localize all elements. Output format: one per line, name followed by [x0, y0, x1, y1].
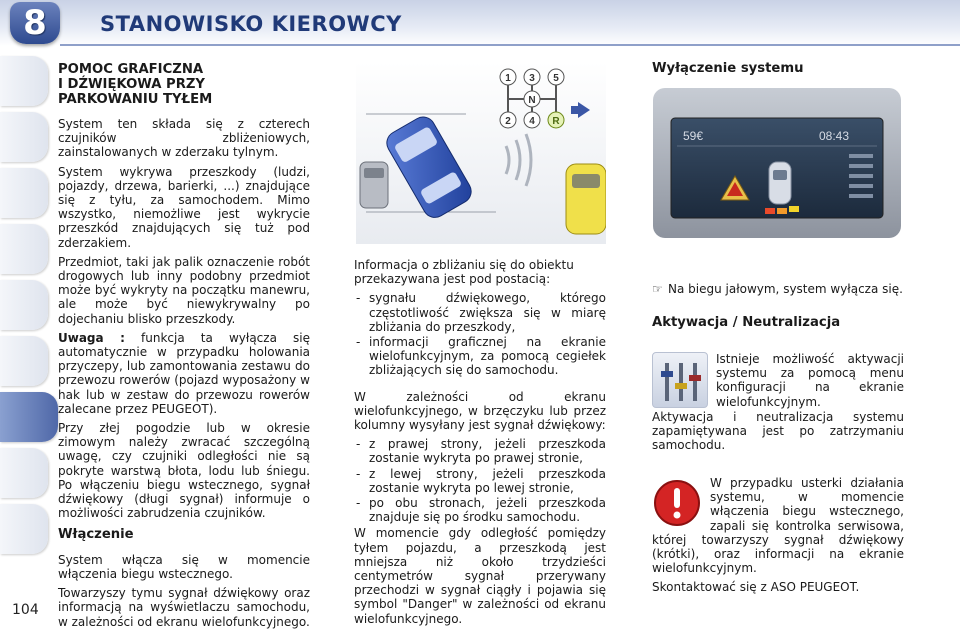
chapter-tab-6[interactable]: [0, 336, 48, 386]
header-divider: [60, 44, 960, 46]
gear-label: 3: [529, 73, 535, 84]
car-topview-icon: [769, 162, 791, 204]
title-line: I DŹWIĘKOWA PRZY: [58, 77, 205, 92]
chapter-tab-4[interactable]: [0, 224, 48, 274]
chapter-tab-10[interactable]: [0, 504, 48, 554]
multifunction-screen-illustration: [653, 88, 901, 238]
paragraph: W zależności od ekranu wielofunkcyjnego, w brzęczyku lub przez kolumny wysyłany jest sygnał dźwiękowy:: [354, 389, 606, 433]
chapter-tab-9[interactable]: [0, 448, 48, 498]
activation-memory-block: [652, 410, 904, 458]
gear-label: R: [552, 116, 560, 127]
column-middle: [354, 258, 606, 631]
paragraph: Przedmiot, taki jak palik oznaczenie robót drogowych lub inny podobny przedmiot może być wykryty na początku manewru, ale może być niewykrywalny po dojechaniu blisko przeszkody.: [58, 254, 310, 326]
paragraph: System ten składa się z czterech czujników zbliżeniowych, zainstalowanych w zderzaku tylnym.: [58, 117, 310, 160]
page-number: 104: [12, 602, 39, 618]
chapter-badge: [10, 2, 60, 44]
obstacle-car-yellow: [566, 164, 606, 234]
title-line: POMOC GRAFICZNA: [58, 62, 204, 77]
list-item: - z lewej strony, jeżeli przeszkoda zostanie wykryta po lewej stronie,: [354, 467, 606, 495]
gear-label: 1: [505, 73, 511, 84]
gear-label: 4: [529, 116, 535, 127]
section-heading-activation-neutralization: Aktywacja / Neutralizacja: [652, 315, 841, 331]
chapter-tab-2[interactable]: [0, 112, 48, 162]
note-label: Uwaga :: [58, 330, 125, 345]
screen-clock: 08:43: [818, 129, 849, 143]
activation-text-block: [716, 352, 904, 414]
paragraph: Informacja o zbliżaniu się do obiektu przekazywana jest pod postacią:: [354, 258, 574, 287]
chapter-tab-1[interactable]: [0, 56, 48, 106]
info-list: [354, 291, 606, 377]
chapter-number: 8: [23, 3, 47, 43]
chapter-tab-3[interactable]: [0, 168, 48, 218]
section-title-parking-aid: [58, 62, 310, 107]
paragraph: Istnieje możliwość aktywacji systemu za pomocą menu konfiguracji na ekranie wielofunkcyjnym.: [716, 352, 904, 409]
gear-label: 2: [505, 116, 511, 127]
page-title: STANOWISKO KIEROWCY: [100, 12, 402, 36]
list-item: - po obu stronach, jeżeli przeszkoda znajduje się po środku samochodu.: [354, 496, 606, 524]
list-item: - z prawej strony, jeżeli przeszkoda zostanie wykryta po prawej stronie,: [354, 437, 606, 465]
parking-illustration: [356, 62, 606, 244]
section-heading-activation: Włączenie: [58, 527, 134, 543]
pointing-hand-icon: ☞: [652, 282, 663, 296]
parked-car-left: [360, 162, 388, 208]
note-text: funkcja ta wyłącza się automatycznie w przypadku holowania przyczepy, lub zamontowania zestawu do przewozu rowerów (pojazd wyposażony w hak lub w zestaw do przewozu rowerów zalecane przez PEUGEOT).: [58, 330, 311, 416]
screen-top-left-text: 59€: [683, 129, 704, 143]
list-item: - informacji graficznej na ekranie wielofunkcyjnym, za pomocą cegiełek zbliżających się do samochodu.: [354, 335, 606, 378]
column-left: [58, 62, 310, 634]
paragraph: System wykrywa przeszkody (ludzi, pojazdy, drzewa, barierki, ...) znajdujące się z tyłu, za samochodem. Mimo wszystko, niemożliwe jest wykrycie przeszkód znajdujących się tuż pod zderzakiem.: [58, 164, 310, 250]
note-paragraph: [58, 331, 310, 416]
malfunction-block: [652, 476, 904, 600]
gear-label: N: [528, 95, 536, 106]
deactivation-text: Na biegu jałowym, system wyłącza się.: [668, 282, 903, 296]
title-line: PARKOWANIU TYŁEM: [58, 92, 213, 107]
chapter-tab-8-active[interactable]: [0, 392, 58, 442]
paragraph: Skontaktować się z ASO PEUGEOT.: [652, 580, 860, 595]
deactivation-block: [652, 282, 904, 340]
paragraph: Towarzyszy tymu sygnał dźwiękowy oraz informacją na wyświetlaczu samochodu, w zależności od ekranu wielofunkcyjnego.: [58, 586, 310, 629]
paragraph: System włącza się w momencie włączenia biegu wstecznego.: [58, 552, 310, 581]
signal-list: [354, 437, 606, 524]
deactivation-note: [652, 282, 904, 296]
paragraph: Aktywacja i neutralizacja systemu zapamiętywana jest po zatrzymaniu samochodu.: [652, 410, 904, 453]
chapter-tabs: [0, 56, 58, 560]
chapter-tab-5[interactable]: [0, 280, 48, 330]
gear-label: 5: [553, 73, 559, 84]
paragraph: W przypadku usterki działania systemu, w momencie włączenia biegu wstecznego, zapali się kontrolka serwisowa, której towarzyszy sygnał dźwiękowy (krótki), oraz informacji na ekranie wielofunkcyjnym.: [652, 476, 904, 576]
section-heading-deactivation: Wyłączenie systemu: [652, 61, 804, 76]
list-item: - sygnału dźwiękowego, którego częstotliwość zwiększa się w miarę zbliżania do przeszkody,: [354, 291, 606, 334]
column-right: [652, 62, 904, 86]
settings-menu-icon: [652, 352, 708, 408]
paragraph: Przy złej pogodzie lub w okresie zimowym należy zwracać szczególną uwagę, czy czujniki odległości nie są pokryte warstwą błota, lodu lub śniegu. Po włączeniu biegu wstecznego, sygnał dźwiękowy (długi sygnał) informuje o możliwości zabrudzenia czujników.: [58, 421, 310, 521]
paragraph: W momencie gdy odległość pomiędzy tyłem pojazdu, a przeszkodą jest mniejsza niż około trzydzieści centymetrów sygnał przerywany przechodzi w sygnał ciągły i pojawia się symbol "Danger" w zależności od ekranu wielofunkcyjnego.: [354, 526, 606, 626]
icon-float-spacer: [652, 476, 710, 532]
